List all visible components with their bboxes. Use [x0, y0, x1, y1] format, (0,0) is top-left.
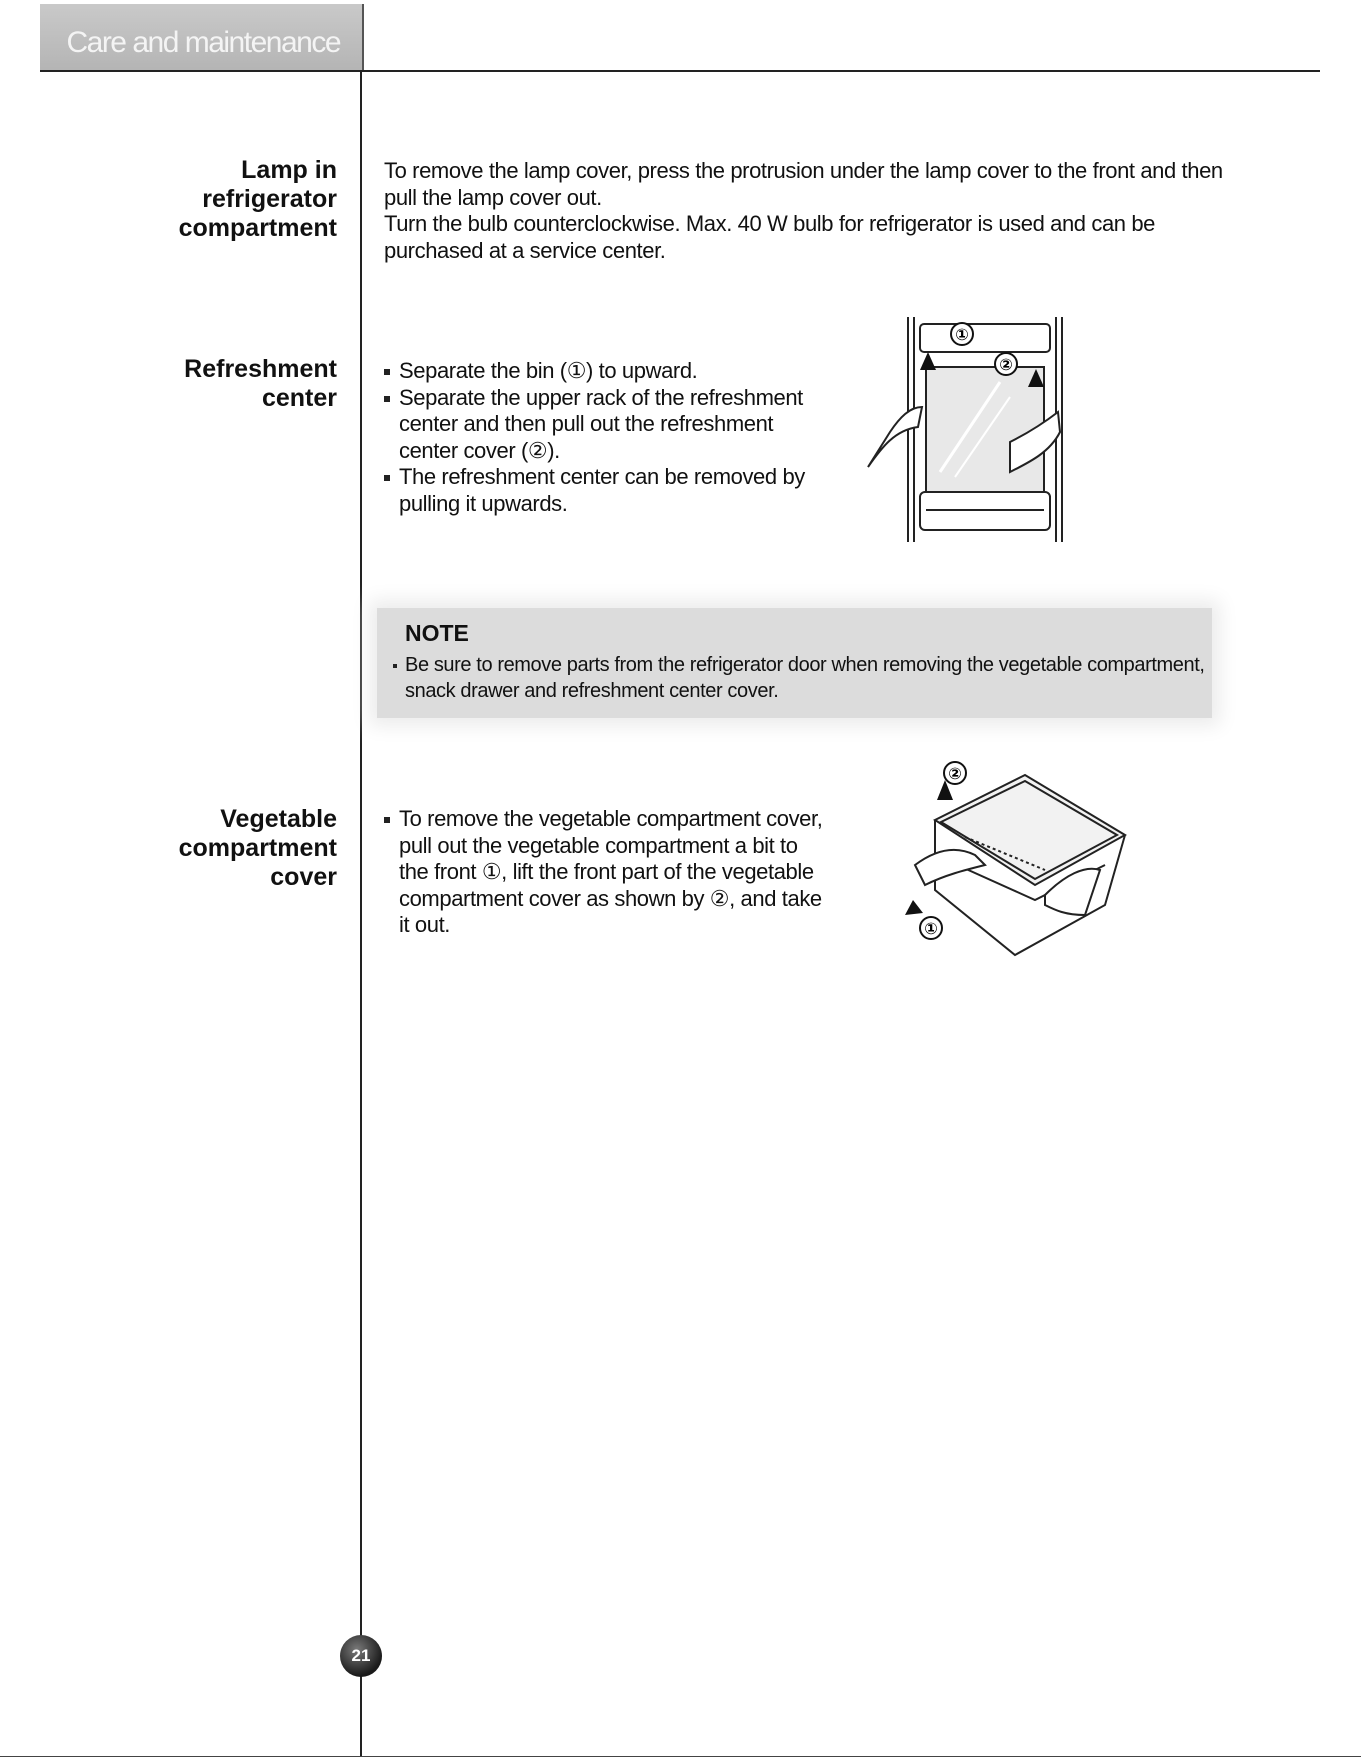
figure-label-1: ① [955, 325, 969, 344]
vegetable-step-1: To remove the vegetable compartment cover, pull out the vegetable compartment a bit to the front ①, lift the front part of the vegetable compartment cover as shown by ②, and take it out. [384, 806, 824, 939]
refreshment-step-1: Separate the bin (①) to upward. [384, 358, 814, 385]
note-box [377, 608, 1212, 718]
vegetable-compartment-illustration [895, 755, 1135, 965]
note-title: NOTE [405, 620, 469, 646]
refreshment-step-3: The refreshment center can be removed by pulling it upwards. [384, 464, 814, 517]
note-text: Be sure to remove parts from the refrigerator door when removing the vegetable compartment, snack drawer and refreshment center cover. [391, 652, 1205, 704]
refreshment-center-illustration [860, 312, 1085, 547]
bottom-rule [0, 1756, 1361, 1757]
lamp-heading: Lamp in refrigerator compartment [178, 156, 337, 242]
section-header-tab [40, 4, 364, 72]
refreshment-heading: Refreshment center [184, 355, 337, 412]
header-rule [40, 70, 1320, 72]
lamp-text: To remove the lamp cover, press the protrusion under the lamp cover to the front and then pull the lamp cover out. Turn the bulb counterclockwise. Max. 40 W bulb for refrigerator is used and can be purchased at a service center. [384, 158, 1223, 263]
veg-figure-label-2: ② [948, 764, 962, 783]
veg-figure-label-1: ① [924, 919, 938, 938]
figure-label-2: ② [999, 355, 1013, 374]
vegetable-heading: Vegetable compartment cover [178, 805, 337, 891]
column-divider [360, 70, 362, 1756]
page-number: 21 [340, 1635, 382, 1677]
section-title: Care and maintenance [66, 26, 340, 59]
refreshment-step-2: Separate the upper rack of the refreshment center and then pull out the refreshment center cover (②). [384, 385, 814, 465]
refreshment-instructions [384, 358, 814, 517]
vegetable-instructions [384, 806, 824, 939]
